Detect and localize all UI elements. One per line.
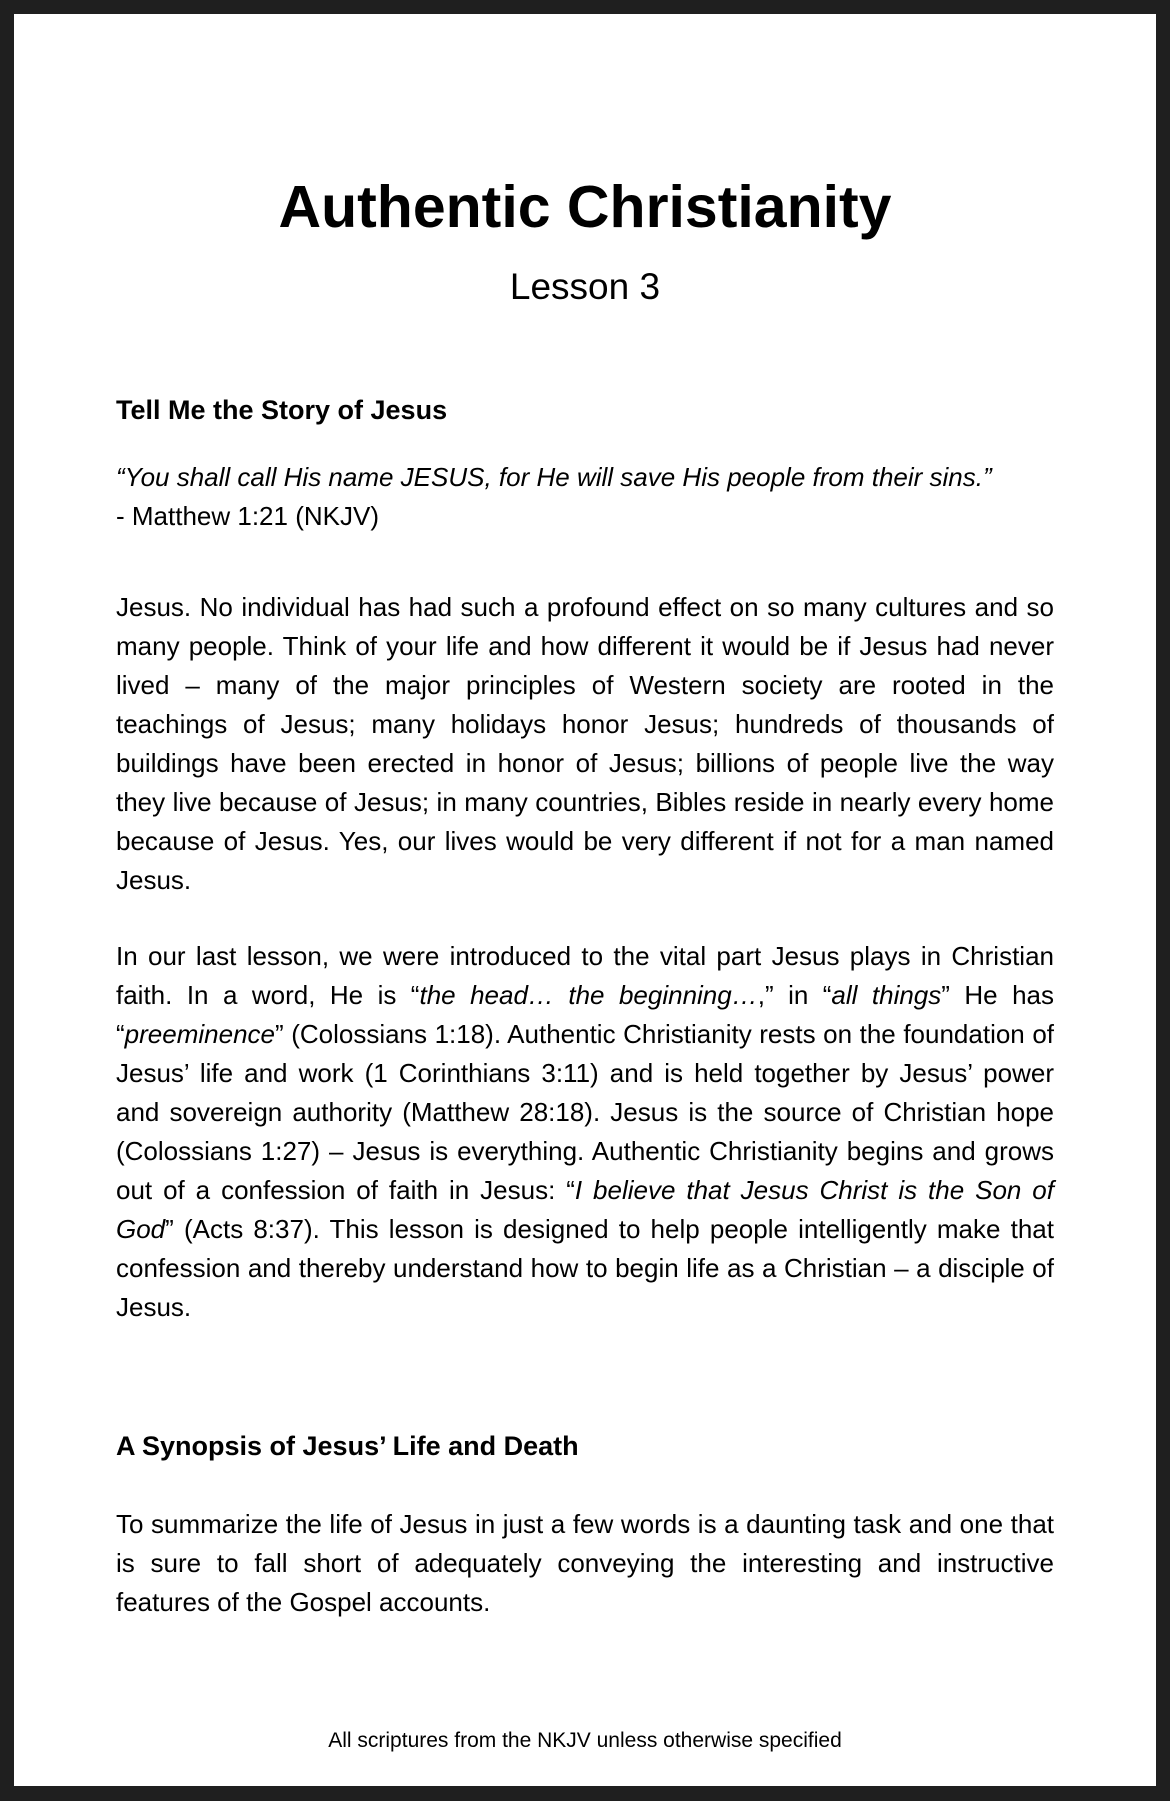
paragraph-text: ” (Colossians 1:18). Authentic Christianity rests on the foundation of Jesus’ life and work (1 Corinthians 3:11) and is held together by Jesus’ power and sovereign authority (Matthew 28:18). Jesus is the source of Christian hope (Colossians 1:27) – Jesus is everything. Authentic Christianity begins and grows out of a confession of faith in Jesus: “ <box>116 1019 1054 1205</box>
italic-quote: I believe that Jesus Christ is the Son of God <box>116 1175 1054 1244</box>
scripture-reference: - Matthew 1:21 (NKJV) <box>116 501 379 531</box>
scripture-quote <box>116 458 1076 536</box>
scripture-quote-text: “You shall call His name JESUS, for He will save His people from their sins.” <box>116 462 992 492</box>
lesson-subtitle: Lesson 3 <box>509 266 661 307</box>
italic-quote: the head… the beginning… <box>419 980 758 1010</box>
paragraph-synopsis: To summarize the life of Jesus in just a few words is a daunting task and one that is sure to fall short of adequately conveying the interesting and instructive features of the Gospel accounts. <box>116 1509 1054 1617</box>
italic-quote: preeminence <box>124 1019 275 1049</box>
paragraph-last-lesson <box>116 937 1054 1327</box>
paragraph-text: In our last lesson, we were introduced to the vital part Jesus plays in Christian faith. In a word, He is “ <box>116 941 1054 1010</box>
paragraph-text: ” (Acts 8:37). This lesson is designed to help people intelligently make that confession and thereby understand how to begin life as a Christian – a disciple of Jesus. <box>116 1214 1054 1322</box>
italic-quote: all things <box>831 980 942 1010</box>
paragraph-text: ” He has “ <box>116 980 1054 1049</box>
section-heading-story: Tell Me the Story of Jesus <box>116 395 448 425</box>
paragraph-intro: Jesus. No individual has had such a profound effect on so many cultures and so many people. Think of your life and how different it would be if Jesus had never lived – many of the major principles of Western society are rooted in the teachings of Jesus; many holidays honor Jesus; hundreds of thousands of buildings have been erected in honor of Jesus; billions of people live the way they live because of Jesus; in many countries, Bibles reside in nearly every home because of Jesus. Yes, our lives would be very different if not for a man named Jesus. <box>116 592 1054 895</box>
paragraph-text: ,” in “ <box>757 980 832 1010</box>
document-title: Authentic Christianity <box>278 174 892 240</box>
document-page <box>14 14 1156 1786</box>
section-heading-synopsis: A Synopsis of Jesus’ Life and Death <box>116 1431 579 1461</box>
footer-note: All scriptures from the NKJV unless otherwise specified <box>328 1729 842 1752</box>
